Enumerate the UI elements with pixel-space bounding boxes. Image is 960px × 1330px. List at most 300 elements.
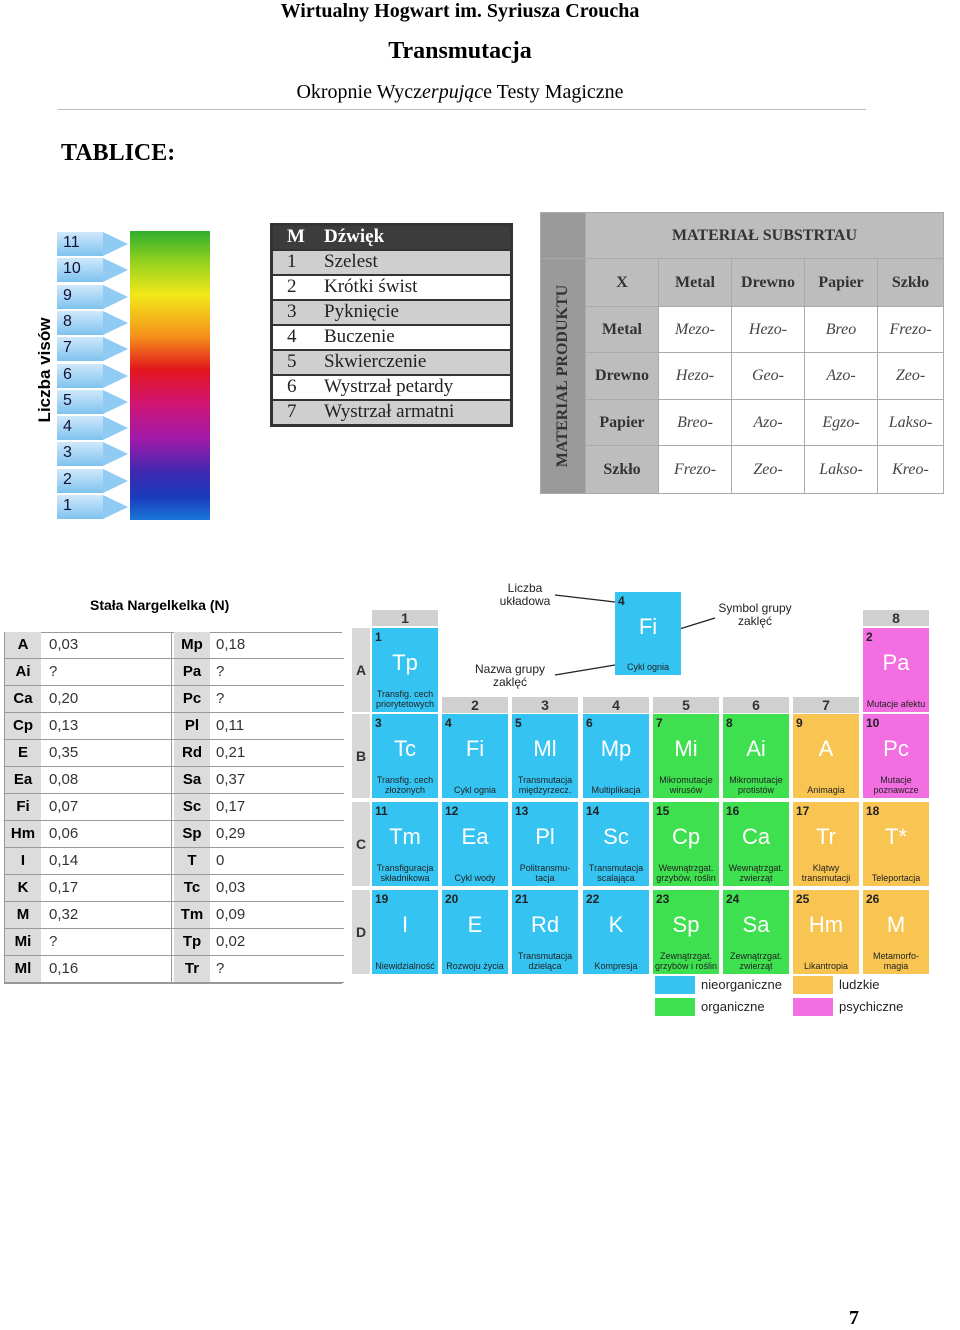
material-cell: Geo- — [732, 353, 804, 399]
nargelkelka-row — [4, 956, 344, 983]
sound-row — [273, 301, 510, 324]
material-row-head: Drewno — [586, 353, 658, 399]
symbol: Tr — [174, 956, 210, 982]
element-number: 11 — [375, 804, 388, 818]
element-number: 26 — [866, 892, 880, 906]
nargelkelka-row — [4, 632, 344, 659]
element-number: 14 — [586, 804, 600, 818]
material-row-head: Papier — [586, 400, 658, 445]
element-symbol: T* — [885, 824, 907, 849]
material-cell: Frezo- — [659, 446, 731, 493]
element-tile — [442, 890, 508, 974]
element-number: 5 — [515, 716, 522, 730]
sample-num: 4 — [618, 594, 625, 608]
visy-level-arrow — [57, 390, 128, 414]
arrow-tip — [103, 364, 128, 388]
material-cell: Lakso- — [805, 446, 877, 493]
material-cell: Azo- — [805, 353, 877, 399]
value: 0,17 — [49, 879, 79, 896]
value: 0,16 — [49, 960, 79, 977]
element-tile — [723, 890, 789, 974]
material-cell: Breo- — [659, 400, 731, 445]
visy-level-number: 11 — [63, 234, 80, 251]
group-header: 2 — [442, 697, 508, 713]
visy-level-arrow — [57, 469, 128, 493]
symbol: M — [5, 902, 41, 928]
arrow-tip — [103, 495, 128, 519]
element-name: Cykl wody — [454, 873, 496, 883]
material-table — [540, 212, 944, 494]
visy-level-number: 6 — [63, 365, 72, 383]
arrow-tip — [103, 416, 128, 440]
value: 0,32 — [49, 906, 79, 923]
element-name: Transmutacja dzieląca — [517, 951, 573, 971]
sound-row — [273, 351, 510, 374]
element-tile — [583, 802, 649, 886]
arrow-tip — [103, 258, 128, 282]
element-symbol: A — [818, 736, 834, 761]
sound-row — [273, 276, 510, 299]
element-name: Zewnątrzgat. grzybów i roślin — [654, 951, 718, 971]
material-col-head: Papier — [805, 259, 877, 306]
symbol: Sa — [174, 767, 210, 793]
symbol: T — [174, 848, 210, 874]
symbol: Ai — [5, 659, 41, 685]
nargelkelka-row — [4, 902, 344, 929]
element-name: Mikromutacje protistów — [729, 775, 783, 795]
element-name: Transmutacja scalająca — [588, 863, 644, 883]
visy-level-arrow — [57, 285, 128, 309]
element-number: 18 — [866, 804, 880, 818]
element-symbol: Sp — [672, 912, 700, 937]
element-tile — [863, 714, 929, 798]
visy-level-number: 4 — [63, 418, 72, 436]
element-symbol: Mi — [674, 736, 698, 761]
element-name: Mikromutacje wirusów — [659, 775, 713, 795]
visy-level-arrow — [57, 416, 128, 440]
legend-swatch — [793, 998, 833, 1016]
legend-label: organiczne — [701, 999, 765, 1014]
value: 0,29 — [216, 825, 246, 842]
element-number: 4 — [445, 716, 452, 730]
element-tile — [583, 890, 649, 974]
arrow-tip — [103, 390, 128, 414]
value: ? — [216, 960, 225, 977]
sound-name: Pyknięcie — [324, 301, 399, 322]
element-symbol: Mp — [600, 736, 632, 761]
sound-level: 1 — [287, 251, 297, 272]
arrow-tip — [103, 337, 128, 361]
element-tile — [723, 802, 789, 886]
value: 0,03 — [216, 879, 246, 896]
element-symbol: Sc — [603, 824, 629, 849]
material-cell: Hezo- — [659, 353, 731, 399]
visy-level-arrow — [57, 337, 128, 361]
sound-row — [273, 326, 510, 349]
element-number: 25 — [796, 892, 810, 906]
subtitle-part: Okropnie Wycz — [296, 81, 423, 103]
visy-level-number: 8 — [63, 312, 72, 330]
element-number: 20 — [445, 892, 459, 906]
symbol: Sp — [174, 821, 210, 847]
element-tile — [583, 714, 649, 798]
element-tile — [863, 628, 929, 712]
value: ? — [216, 690, 225, 707]
element-name: Teleportacja — [871, 873, 921, 883]
element-symbol: Pc — [883, 736, 909, 761]
symbol: Ea — [5, 767, 41, 793]
material-cell: Hezo- — [732, 307, 804, 352]
sound-name: Wystrzał petardy — [324, 376, 454, 397]
material-row-head: Szkło — [586, 446, 658, 493]
element-symbol: Pl — [535, 824, 555, 849]
symbol: Tc — [174, 875, 210, 901]
element-name: Mutacje poznawcze — [873, 775, 919, 795]
material-cell: Egzo- — [805, 400, 877, 445]
visy-level-number: 9 — [63, 286, 72, 304]
element-symbol: Hm — [808, 912, 844, 937]
nargelkelka-row — [4, 659, 344, 686]
element-symbol: Pa — [882, 650, 910, 675]
element-number: 17 — [796, 804, 810, 818]
value: 0,21 — [216, 744, 246, 761]
sound-level: 2 — [287, 276, 297, 297]
annotation-liczba: Liczba układowa — [499, 581, 551, 608]
value: 0,08 — [49, 771, 79, 788]
element-number: 12 — [445, 804, 459, 818]
nargelkelka-row — [4, 767, 344, 794]
element-symbol: Ca — [741, 824, 771, 849]
material-title: MATERIAŁ SUBSTRTAU — [586, 213, 943, 258]
school-name: Wirtualny Hogwart im. Syriusza Croucha — [280, 0, 640, 22]
material-row-head: Metal — [586, 307, 658, 352]
value: 0,03 — [49, 636, 79, 653]
symbol: Tm — [174, 902, 210, 928]
element-number: 16 — [726, 804, 740, 818]
nargelkelka-row — [4, 686, 344, 713]
element-name: Wewnątrzgat. grzybów, roślin — [656, 863, 716, 883]
sound-level: 6 — [287, 376, 297, 397]
material-side-label: MATERIAŁ PRODUKTU — [554, 284, 571, 468]
subtitle-italic: erpując — [422, 81, 484, 103]
annotation-symbol: Symbol grupy zaklęć — [718, 601, 792, 628]
visy-level-number: 10 — [63, 260, 81, 278]
color-spectrum — [130, 231, 210, 520]
value: 0,13 — [49, 717, 79, 734]
element-number: 19 — [375, 892, 389, 906]
visy-level-arrow — [57, 258, 128, 282]
arrow-tip — [103, 285, 128, 309]
visy-level-arrow — [57, 364, 128, 388]
element-tile — [863, 802, 929, 886]
sound-name: Skwierczenie — [324, 351, 427, 372]
visy-label-text: Liczba visów — [35, 317, 54, 423]
element-symbol: Tp — [392, 650, 418, 675]
symbol: Pl — [174, 713, 210, 739]
element-number: 3 — [375, 716, 382, 730]
nargelkelka-row — [4, 740, 344, 767]
legend-label: ludzkie — [839, 977, 880, 992]
value: 0,02 — [216, 933, 246, 950]
element-name: Transfiguracja składnikowa — [376, 863, 434, 883]
symbol: Mp — [174, 632, 210, 658]
element-number: 21 — [515, 892, 529, 906]
sound-row — [273, 251, 510, 274]
element-symbol: E — [467, 912, 483, 937]
value: ? — [49, 933, 58, 950]
element-symbol: Cp — [671, 824, 701, 849]
material-corner — [541, 213, 585, 258]
element-tile — [653, 890, 719, 974]
group-header: 1 — [372, 610, 438, 626]
nargelkelka-row — [4, 929, 344, 956]
annotation-nazwa: Nazwa grupy zaklęć — [474, 662, 546, 689]
page-title: Transmutacja — [388, 38, 532, 64]
symbol: Pc — [174, 686, 210, 712]
visy-level-arrow — [57, 232, 128, 256]
value: 0,11 — [216, 717, 245, 734]
arrow-liczba — [555, 595, 615, 602]
element-tile — [793, 714, 859, 798]
nargelkelka-row — [4, 848, 344, 875]
material-col-head: Drewno — [732, 259, 804, 306]
element-number: 13 — [515, 804, 529, 818]
material-cell: Lakso- — [878, 400, 943, 445]
element-symbol: Tr — [816, 824, 836, 849]
sample-nm: Cykl ognia — [626, 662, 670, 672]
symbol: A — [5, 632, 41, 658]
symbol: Fi — [5, 794, 41, 820]
page-number: 7 — [849, 1307, 859, 1329]
nargelkelka-row — [4, 713, 344, 740]
symbol: Rd — [174, 740, 210, 766]
material-cell: Zeo- — [878, 353, 943, 399]
sound-level: 3 — [287, 301, 297, 322]
nargelkelka-row — [4, 875, 344, 902]
symbol: Tp — [174, 929, 210, 955]
group-header: 3 — [512, 697, 578, 713]
symbol: Ml — [5, 956, 41, 982]
sound-head-m: M — [287, 226, 305, 247]
element-name: Transfig. cech priorytetowych — [375, 689, 435, 709]
element-number: 9 — [796, 716, 803, 730]
symbol: Mi — [5, 929, 41, 955]
nargelkelka-row — [4, 794, 344, 821]
element-name: Rozwoju życia — [446, 961, 504, 971]
symbol: Ca — [5, 686, 41, 712]
element-number: 1 — [375, 630, 382, 644]
visy-level-number: 3 — [63, 444, 72, 462]
symbol: E — [5, 740, 41, 766]
sound-row — [273, 401, 510, 424]
symbol: I — [5, 848, 41, 874]
element-tile — [512, 714, 578, 798]
group-header: 4 — [583, 697, 649, 713]
legend-swatch — [655, 998, 695, 1016]
arrow-tip — [103, 469, 128, 493]
value: 0,20 — [49, 690, 79, 707]
element-tile — [372, 802, 438, 886]
element-name: Wewnątrzgat. zwierząt — [728, 863, 784, 883]
visy-level-number: 7 — [63, 339, 72, 357]
symbol: Cp — [5, 713, 41, 739]
arrow-tip — [103, 311, 128, 335]
visy-level-number: 1 — [63, 497, 72, 514]
visy-level-number: 2 — [63, 470, 72, 488]
element-symbol: Ea — [461, 824, 489, 849]
material-corner-x: X — [586, 259, 658, 306]
material-cell: Zeo- — [732, 446, 804, 493]
value: 0,09 — [216, 906, 246, 923]
subtitle-part: e Testy Magiczne — [483, 81, 624, 103]
material-cell: Azo- — [732, 400, 804, 445]
element-tile — [442, 802, 508, 886]
element-symbol: K — [608, 912, 624, 937]
material-side — [541, 259, 585, 493]
sound-row — [273, 376, 510, 399]
material-cell: Breo — [805, 307, 877, 352]
sound-table-header — [273, 226, 510, 249]
element-symbol: Tc — [394, 736, 416, 761]
element-number: 2 — [866, 630, 873, 644]
element-number: 22 — [586, 892, 600, 906]
element-name: Multiplikacja — [591, 785, 641, 795]
element-number: 24 — [726, 892, 740, 906]
element-name: Transfig. cech złożonych — [376, 775, 434, 795]
element-tile — [442, 714, 508, 798]
material-cell: Kreo- — [878, 446, 943, 493]
element-tile — [793, 802, 859, 886]
material-cell: Frezo- — [878, 307, 943, 352]
visy-level-arrow — [57, 495, 128, 519]
sound-name: Wystrzał armatni — [324, 401, 455, 422]
element-name: Niewidzialność — [375, 961, 435, 971]
legend-swatch — [793, 976, 833, 994]
arrow-nazwa — [555, 665, 615, 675]
arrow-tip — [103, 442, 128, 466]
sound-level: 7 — [287, 401, 297, 422]
nargelkelka-divider — [171, 632, 172, 984]
symbol: Hm — [5, 821, 41, 847]
element-name: Transmutacja międzyrzecz. — [517, 775, 573, 795]
symbol: K — [5, 875, 41, 901]
visy-level-number: 5 — [63, 391, 72, 409]
material-cell: Mezo- — [659, 307, 731, 352]
element-symbol: Tm — [389, 824, 421, 849]
element-tile — [793, 890, 859, 974]
group-header: 6 — [723, 697, 789, 713]
value: 0,06 — [49, 825, 79, 842]
sound-name: Szelest — [324, 251, 378, 272]
symbol: Sc — [174, 794, 210, 820]
element-tile — [723, 714, 789, 798]
element-symbol: I — [401, 912, 409, 937]
sound-head-d: Dźwięk — [324, 226, 385, 247]
spell-periodic-table — [350, 580, 960, 1020]
element-name: Klątwy transmutacji — [801, 863, 851, 883]
period-header: B — [352, 714, 370, 798]
symbol: Pa — [174, 659, 210, 685]
element-symbol: Rd — [530, 912, 560, 937]
nargelkelka-row — [4, 821, 344, 848]
element-tile — [372, 714, 438, 798]
group-header: 5 — [653, 697, 719, 713]
element-symbol: Sa — [742, 912, 770, 937]
group-header: 8 — [863, 610, 929, 626]
visy-level-arrow — [57, 442, 128, 466]
value: 0,17 — [216, 798, 246, 815]
value: ? — [49, 663, 58, 680]
legend-label: nieorganiczne — [701, 977, 782, 992]
element-symbol: Fi — [465, 736, 485, 761]
legend-label: psychiczne — [839, 999, 904, 1014]
sound-level: 4 — [287, 326, 297, 347]
value: 0,18 — [216, 636, 246, 653]
element-tile — [512, 890, 578, 974]
element-name: Politransmu-tacja — [519, 863, 571, 883]
value: 0,07 — [49, 798, 79, 815]
element-number: 23 — [656, 892, 670, 906]
element-name: Cykl ognia — [453, 785, 497, 795]
element-tile — [653, 802, 719, 886]
element-name: Likantropia — [803, 961, 849, 971]
element-number: 15 — [656, 804, 670, 818]
element-name: Mutacje afektu — [866, 699, 926, 709]
sound-name: Krótki świst — [324, 276, 418, 297]
element-symbol: Ai — [746, 736, 766, 761]
sound-level: 5 — [287, 351, 297, 372]
value: 0 — [216, 852, 225, 869]
value: ? — [216, 663, 225, 680]
value: 0,14 — [49, 852, 79, 869]
period-header: C — [352, 802, 370, 886]
value: 0,37 — [216, 771, 246, 788]
period-header: A — [352, 628, 370, 712]
material-col-head: Szkło — [878, 259, 943, 306]
section-title: TABLICE: — [61, 140, 176, 166]
element-number: 6 — [586, 716, 593, 730]
sample-element — [615, 592, 681, 675]
arrow-tip — [103, 232, 128, 256]
element-number: 7 — [656, 716, 663, 730]
sound-name: Buczenie — [324, 326, 395, 347]
element-tile — [372, 890, 438, 974]
header-divider — [58, 109, 866, 110]
element-name: Animagia — [807, 785, 845, 795]
element-tile — [372, 628, 438, 712]
visy-level-arrow — [57, 311, 128, 335]
sound-table — [270, 223, 513, 427]
element-number: 8 — [726, 716, 733, 730]
element-number: 10 — [866, 716, 880, 730]
nargelkelka-title: Stała Nargelkelka (N) — [90, 597, 230, 613]
page-subtitle — [0, 81, 920, 104]
element-symbol: Ml — [533, 736, 557, 761]
element-symbol: M — [886, 912, 906, 937]
group-header: 7 — [793, 697, 859, 713]
element-tile — [512, 802, 578, 886]
element-name: Zewnątrzgat. zwierząt — [729, 951, 783, 971]
element-tile — [653, 714, 719, 798]
period-header: D — [352, 890, 370, 974]
value: 0,35 — [49, 744, 79, 761]
material-col-head: Metal — [659, 259, 731, 306]
sample-sym: Fi — [638, 614, 658, 639]
legend-swatch — [655, 976, 695, 994]
element-tile — [863, 890, 929, 974]
element-name: Metamorfo-magia — [872, 951, 919, 971]
element-name: Kompresja — [594, 961, 638, 971]
